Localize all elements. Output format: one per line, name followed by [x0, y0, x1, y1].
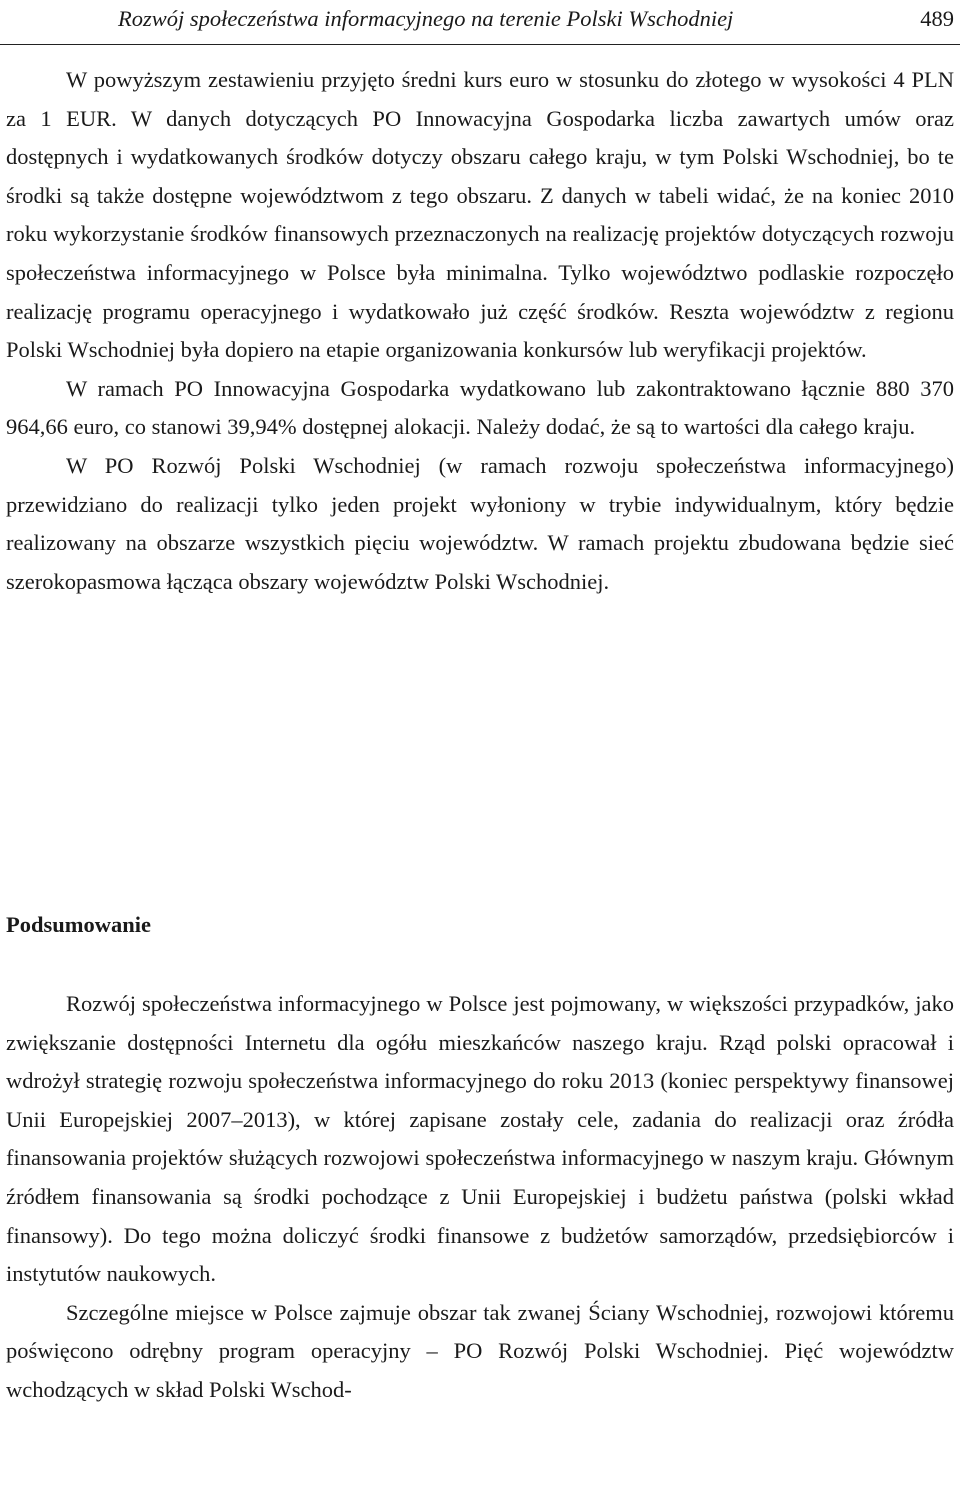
paragraph: W PO Rozwój Polski Wschodniej (w ramach rozwoju społeczeństwa informacyjnego) przewidziano do realizacji tylko jeden projekt wyłoniony w trybie indywidualnym, który będzie realizowany na obszarze wszystkich pięciu województw. W ramach projektu zbudowana będzie sieć szerokopasmowa łącząca obszary województw Polski Wschodniej. — [6, 452, 954, 594]
section-heading: Podsumowanie — [6, 912, 152, 937]
page-number: 489 — [920, 6, 954, 31]
paragraph: W powyższym zestawieniu przyjęto średni kurs euro w stosunku do złotego w wysokości 4 PLN za 1 EUR. W danych dotyczących PO Innowacyjna Gospodarka liczba zawartych umów oraz dostępnych i wydatkowanych środków dotyczy obszaru całego kraju, w tym Polski Wschodniej, bo te środki są także dostępne województwom z tego obszaru. Z danych w tabeli widać, że na koniec 2010 roku wykorzystanie środków finansowych przeznaczonych na realizację projektów dotyczących rozwoju społeczeństwa informacyjnego w Polsce była minimalna. Tylko województwo podlaskie rozpoczęło realizację programu operacyjnego i wydatkowało już część środków. Reszta województw z regionu Polski Wschodniej była dopiero na etapie organizowania konkursów lub weryfikacji projektów. — [6, 67, 954, 363]
body-text — [6, 61, 954, 601]
summary-text — [6, 985, 954, 1410]
paragraph: Rozwój społeczeństwa informacyjnego w Polsce jest pojmowany, w większości przypadków, jako zwiększanie dostępności Internetu dla ogółu mieszkańców naszego kraju. Rząd polski opracował i wdrożył strategię rozwoju społeczeństwa informacyjnego do roku 2013 (koniec perspektywy finansowej Unii Europejskiej 2007–2013), w której zapisane zostały cele, zadania do realizacji oraz źródła finansowania projektów służących rozwojowi społeczeństwa informacyjnego w naszym kraju. Głównym źródłem finansowania są środki pochodzące z Unii Europejskiej i budżetu państwa (polski wkład finansowy). Do tego można doliczyć środki finansowe z budżetów samorządów, przedsiębiorców i instytutów naukowych. — [6, 991, 954, 1287]
paragraph: W ramach PO Innowacyjna Gospodarka wydatkowano lub zakontraktowano łącznie 880 370 964,66 euro, co stanowi 39,94% dostępnej alokacji. Należy dodać, że są to wartości dla całego kraju. — [6, 375, 954, 440]
paragraph: Szczególne miejsce w Polsce zajmuje obszar tak zwanej Ściany Wschodniej, rozwojowi któremu poświęcono odrębny program operacyjny – PO Rozwój Polski Wschodniej. Pięć województw wchodzących w skład Polski Wschod- — [6, 1299, 954, 1402]
running-header — [0, 0, 960, 45]
running-header-title: Rozwój społeczeństwa informacyjnego na terenie Polski Wschodniej — [118, 6, 734, 31]
